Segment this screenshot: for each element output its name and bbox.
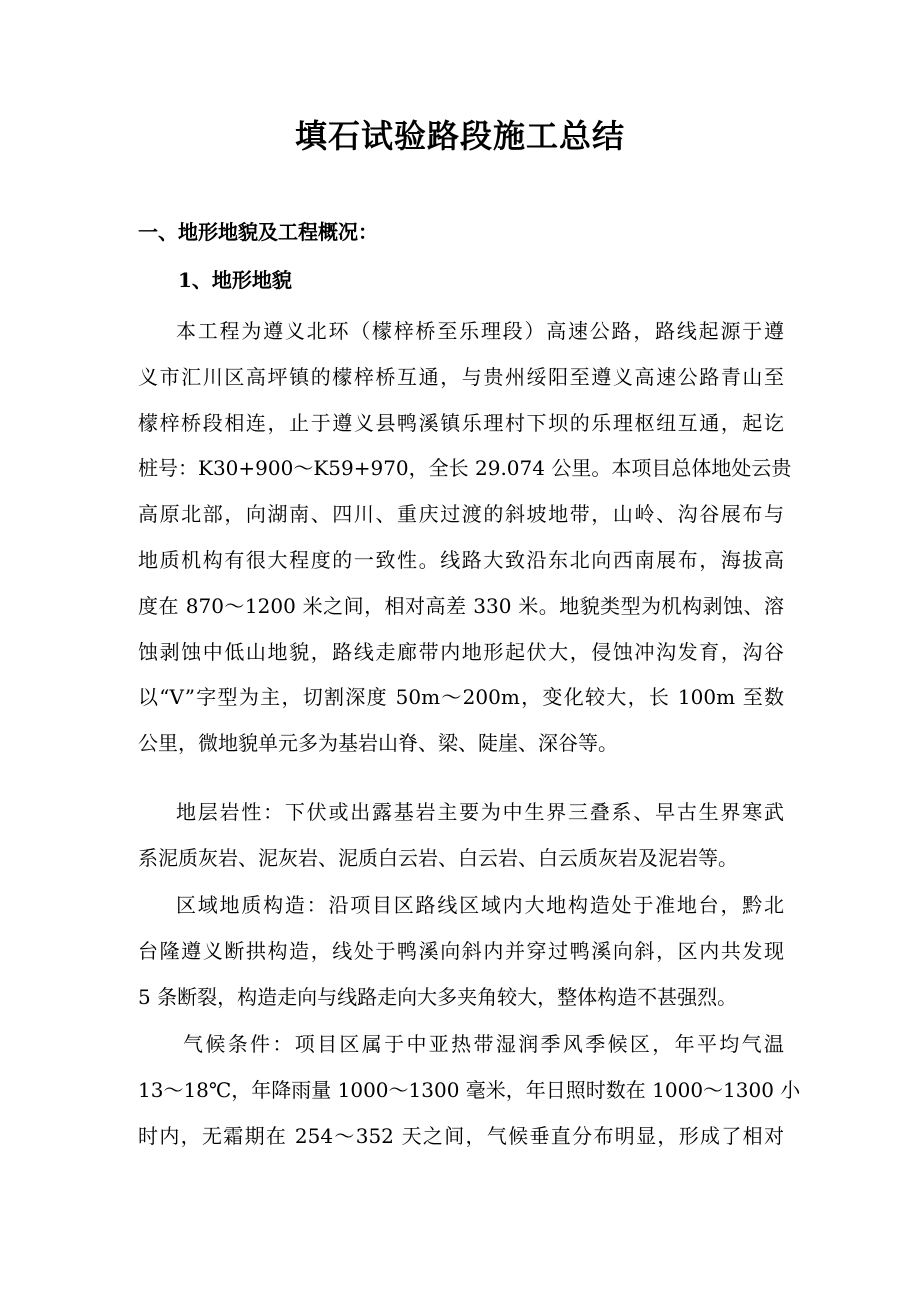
paragraph-line: 檬梓桥段相连，止于遵义县鸭溪镇乐理村下坝的乐理枢纽互通，起讫	[138, 410, 784, 435]
paragraph-line: 系泥质灰岩、泥灰岩、泥质白云岩、白云岩、白云质灰岩及泥岩等。	[138, 845, 738, 870]
paragraph-line: 区域地质构造：沿项目区路线区域内大地构造处于准地台，黔北	[176, 893, 784, 917]
document-title: 填石试验路段施工总结	[294, 117, 625, 155]
paragraph-line: 地质机构有很大程度的一致性。线路大致沿东北向西南展布，海拔高	[138, 547, 784, 572]
subsection-heading: 1、地形地貌	[178, 268, 292, 292]
paragraph-line: 蚀剥蚀中低山地貌，路线走廊带内地形起伏大，侵蚀冲沟发育，沟谷	[138, 639, 784, 664]
paragraph-line: 高原北部，向湖南、四川、重庆过渡的斜坡地带，山岭、沟谷展布与	[138, 502, 784, 527]
paragraph-strata	[138, 790, 784, 882]
paragraph-line: 本工程为遵义北环（檬梓桥至乐理段）高速公路，路线起源于遵	[176, 319, 784, 343]
paragraph-line: 气候条件：项目区属于中亚热带湿润季风季候区，年平均气温	[183, 1032, 784, 1056]
paragraph-line: 13～18℃，年降雨量 1000～1300 毫米，年日照时数在 1000～1300 小	[138, 1077, 801, 1102]
paragraph-line: 义市汇川区高坪镇的檬梓桥互通，与贵州绥阳至遵义高速公路青山至	[138, 364, 784, 389]
section-heading: 一、地形地貌及工程概况：	[138, 220, 378, 244]
paragraph-geology	[138, 883, 784, 1020]
paragraph-line: 桩号：K30+900～K59+970，全长 29.074 公里。本项目总体地处云贵	[138, 456, 792, 481]
paragraph-line: 以“V”字型为主，切割深度 50m～200m，变化较大，长 100m 至数	[138, 685, 784, 710]
paragraph-line: 地层岩性：下伏或出露基岩主要为中生界三叠系、早古生界寒武	[176, 800, 784, 824]
paragraph-line: 时内，无霜期在 254～352 天之间，气候垂直分布明显，形成了相对	[138, 1123, 784, 1148]
paragraph-terrain	[138, 309, 792, 767]
paragraph-climate	[138, 1022, 801, 1159]
paragraph-line: 公里，微地貌单元多为基岩山脊、梁、陡崖、深谷等。	[138, 731, 618, 756]
paragraph-line: 5 条断裂，构造走向与线路走向大多夹角较大，整体构造不甚强烈。	[138, 984, 738, 1009]
paragraph-line: 台隆遵义断拱构造，线处于鸭溪向斜内并穿过鸭溪向斜，区内共发现	[138, 938, 784, 963]
paragraph-line: 度在 870～1200 米之间，相对高差 330 米。地貌类型为机构剥蚀、溶	[138, 593, 784, 618]
